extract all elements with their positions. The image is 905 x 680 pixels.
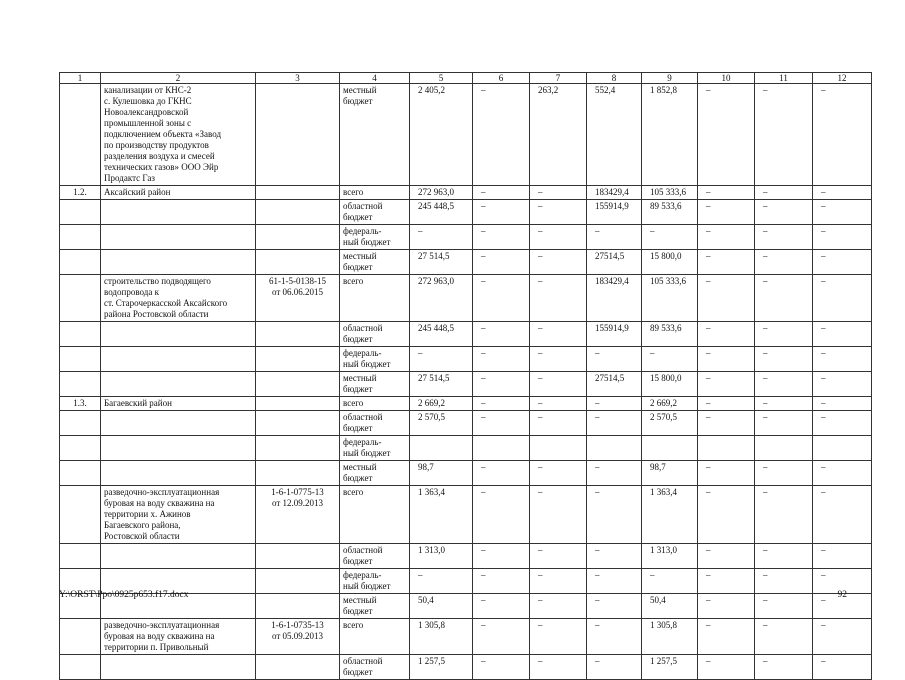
table-cell: – (813, 397, 872, 411)
table-cell (256, 569, 340, 594)
table-cell: – (813, 411, 872, 436)
table-cell: 1 313,0 (642, 544, 698, 569)
table-cell: – (587, 347, 642, 372)
table-cell: 2 405,2 (410, 84, 473, 186)
table-cell (256, 436, 340, 461)
table-cell: – (530, 569, 587, 594)
table-cell: – (755, 186, 813, 200)
table-cell (410, 436, 473, 461)
table-cell: 1 363,4 (642, 486, 698, 544)
table-cell: – (813, 322, 872, 347)
table-cell: – (813, 655, 872, 680)
table-cell (101, 411, 256, 436)
table-cell: – (813, 250, 872, 275)
table-cell: – (813, 347, 872, 372)
table-cell: – (473, 411, 530, 436)
table-cell: местный бюджет (340, 594, 410, 619)
table-cell: – (755, 322, 813, 347)
column-number: 12 (813, 73, 872, 84)
table-cell (101, 200, 256, 225)
table-cell: – (530, 397, 587, 411)
table-cell (101, 225, 256, 250)
table-cell: – (698, 619, 755, 655)
table-cell: областной бюджет (340, 411, 410, 436)
table-cell: федераль- ный бюджет (340, 436, 410, 461)
table-cell: – (755, 84, 813, 186)
table-cell: – (473, 322, 530, 347)
table-row (60, 461, 872, 486)
table-cell: – (755, 372, 813, 397)
table-cell: – (698, 322, 755, 347)
table-cell: – (410, 569, 473, 594)
table-cell (60, 655, 101, 680)
table-cell: – (698, 655, 755, 680)
table-cell: – (587, 461, 642, 486)
table-cell: – (755, 411, 813, 436)
table-cell: строительство подводящего водопровода к ст. Старочеркасской Аксайского района Ростовской области (101, 275, 256, 322)
table-row (60, 225, 872, 250)
column-number: 1 (60, 73, 101, 84)
file-path: Y:\ORST\Ppo\0925p653.f17.docx (59, 590, 189, 600)
table-cell: – (473, 486, 530, 544)
table-cell (642, 436, 698, 461)
table-cell (256, 84, 340, 186)
table-cell: – (755, 250, 813, 275)
table-cell: – (587, 594, 642, 619)
table-cell: – (642, 225, 698, 250)
table-cell: – (473, 594, 530, 619)
table-cell: – (755, 397, 813, 411)
table-cell (60, 275, 101, 322)
table-cell (256, 225, 340, 250)
table-cell: 1 257,5 (410, 655, 473, 680)
table-cell: 2 669,2 (410, 397, 473, 411)
table-cell: областной бюджет (340, 322, 410, 347)
table-cell: 50,4 (410, 594, 473, 619)
table-cell (60, 461, 101, 486)
table-cell (473, 436, 530, 461)
table-cell: – (813, 461, 872, 486)
table-cell: – (755, 225, 813, 250)
table-cell: – (698, 372, 755, 397)
table-cell: – (530, 619, 587, 655)
table-cell: 183429,4 (587, 275, 642, 322)
table-cell (101, 372, 256, 397)
column-number: 9 (642, 73, 698, 84)
table-cell (60, 619, 101, 655)
table-row (60, 486, 872, 544)
table-cell: – (473, 347, 530, 372)
table-cell (587, 436, 642, 461)
table-cell: – (813, 486, 872, 544)
table-cell (530, 436, 587, 461)
table-cell (256, 544, 340, 569)
table-cell: – (755, 347, 813, 372)
column-number: 2 (101, 73, 256, 84)
table-cell: – (813, 275, 872, 322)
table-cell: – (530, 461, 587, 486)
table-cell: 552,4 (587, 84, 642, 186)
table-cell: – (473, 84, 530, 186)
table-cell (698, 436, 755, 461)
table-cell (60, 200, 101, 225)
table-cell: – (755, 200, 813, 225)
table-cell (60, 486, 101, 544)
table-cell: – (698, 347, 755, 372)
table-cell: – (530, 372, 587, 397)
table-cell: 245 448,5 (410, 200, 473, 225)
table-cell: – (530, 544, 587, 569)
table-cell: 1 257,5 (642, 655, 698, 680)
table-cell: – (813, 225, 872, 250)
table-cell: всего (340, 186, 410, 200)
table-cell (256, 397, 340, 411)
table-cell: Аксайский район (101, 186, 256, 200)
table-header-row (60, 73, 872, 84)
table-row (60, 322, 872, 347)
table-cell: – (698, 594, 755, 619)
table-cell: – (755, 486, 813, 544)
table-cell: всего (340, 275, 410, 322)
table-cell: 1-6-1-0775-13 от 12.09.2013 (256, 486, 340, 544)
table-cell (101, 544, 256, 569)
table-cell (101, 461, 256, 486)
table-cell: местный бюджет (340, 461, 410, 486)
table-cell: 61-1-5-0138-15 от 06.06.2015 (256, 275, 340, 322)
table-cell: 183429,4 (587, 186, 642, 200)
table-cell (256, 322, 340, 347)
table-cell: 1 363,4 (410, 486, 473, 544)
table-cell (256, 411, 340, 436)
table-cell (813, 436, 872, 461)
table-cell (60, 322, 101, 347)
table-cell: 263,2 (530, 84, 587, 186)
table-cell (60, 250, 101, 275)
table-cell: 89 533,6 (642, 322, 698, 347)
table-cell: – (530, 655, 587, 680)
table-cell: – (473, 250, 530, 275)
table-cell: – (587, 544, 642, 569)
table-cell: – (755, 655, 813, 680)
table-row (60, 200, 872, 225)
table-cell: – (813, 186, 872, 200)
table-cell: местный бюджет (340, 372, 410, 397)
table-cell: – (642, 347, 698, 372)
table-cell: 2 570,5 (410, 411, 473, 436)
table-cell: 27514,5 (587, 372, 642, 397)
table-cell (60, 225, 101, 250)
table-cell: – (642, 569, 698, 594)
table-cell: 15 800,0 (642, 250, 698, 275)
table-cell: – (587, 411, 642, 436)
table-row (60, 436, 872, 461)
table-cell: – (813, 544, 872, 569)
table-cell: – (473, 655, 530, 680)
table-cell: – (755, 619, 813, 655)
table-cell: – (473, 186, 530, 200)
table-cell: 89 533,6 (642, 200, 698, 225)
table-cell: – (530, 275, 587, 322)
table-cell: Багаевский район (101, 397, 256, 411)
table-cell: 272 963,0 (410, 275, 473, 322)
table-cell: – (813, 84, 872, 186)
table-cell (256, 461, 340, 486)
table-cell: 1-6-1-0735-13 от 05.09.2013 (256, 619, 340, 655)
table-cell: местный бюджет (340, 250, 410, 275)
table-row (60, 186, 872, 200)
table-cell: 105 333,6 (642, 275, 698, 322)
table-row (60, 347, 872, 372)
column-number: 3 (256, 73, 340, 84)
table-cell: – (473, 397, 530, 411)
table-cell: 27 514,5 (410, 250, 473, 275)
table-cell: – (698, 461, 755, 486)
table-cell: – (755, 461, 813, 486)
table-cell: 1.2. (60, 186, 101, 200)
table-cell (256, 186, 340, 200)
table-cell: – (813, 372, 872, 397)
table-row (60, 411, 872, 436)
table-row (60, 544, 872, 569)
column-number: 4 (340, 73, 410, 84)
table-cell (256, 594, 340, 619)
budget-table (59, 72, 872, 680)
table-cell: 27 514,5 (410, 372, 473, 397)
table-cell: – (698, 569, 755, 594)
table-cell: – (410, 347, 473, 372)
column-number: 8 (587, 73, 642, 84)
table-cell: 50,4 (642, 594, 698, 619)
table-cell: – (473, 200, 530, 225)
table-cell: 105 333,6 (642, 186, 698, 200)
table-cell: – (530, 200, 587, 225)
column-number: 6 (473, 73, 530, 84)
table-cell: 98,7 (642, 461, 698, 486)
table-cell: всего (340, 619, 410, 655)
table-cell: 1.3. (60, 397, 101, 411)
table-cell: разведочно-эксплуатационная буровая на воду скважина на территории п. Привольный (101, 619, 256, 655)
table-cell: 2 570,5 (642, 411, 698, 436)
table-cell: – (698, 544, 755, 569)
table-cell (256, 655, 340, 680)
page-number: 92 (837, 590, 847, 600)
table-cell: – (473, 619, 530, 655)
table-cell: – (755, 594, 813, 619)
table-cell: разведочно-эксплуатационная буровая на воду скважина на территории х. Ажинов Багаевского района, Ростовской области (101, 486, 256, 544)
table-cell: – (587, 397, 642, 411)
table-cell: 2 669,2 (642, 397, 698, 411)
table-cell: – (813, 594, 872, 619)
table-cell: – (587, 486, 642, 544)
table-cell (101, 655, 256, 680)
table-row (60, 372, 872, 397)
table-cell: федераль- ный бюджет (340, 225, 410, 250)
table-cell: – (530, 486, 587, 544)
table-cell: – (530, 225, 587, 250)
column-number: 5 (410, 73, 473, 84)
table-cell: областной бюджет (340, 544, 410, 569)
table-cell: 15 800,0 (642, 372, 698, 397)
table-cell: – (473, 569, 530, 594)
table-cell: федераль- ный бюджет (340, 569, 410, 594)
table-row (60, 275, 872, 322)
table-cell (755, 436, 813, 461)
table-cell: – (473, 372, 530, 397)
table-cell (60, 372, 101, 397)
table-cell: – (813, 200, 872, 225)
table-cell: – (698, 486, 755, 544)
table-cell (60, 436, 101, 461)
table-cell: местный бюджет (340, 84, 410, 186)
table-cell: – (755, 275, 813, 322)
table-cell: областной бюджет (340, 200, 410, 225)
table-cell: – (473, 225, 530, 250)
table-cell: – (813, 569, 872, 594)
table-cell: – (698, 411, 755, 436)
table-cell: – (698, 250, 755, 275)
table-cell: областной бюджет (340, 655, 410, 680)
table-cell: – (473, 544, 530, 569)
table-cell: – (698, 84, 755, 186)
table-cell: всего (340, 486, 410, 544)
column-number: 10 (698, 73, 755, 84)
table-cell: 155914,9 (587, 322, 642, 347)
table-cell (60, 347, 101, 372)
table-cell: – (473, 275, 530, 322)
table-cell: – (530, 322, 587, 347)
table-cell: – (587, 619, 642, 655)
column-number: 11 (755, 73, 813, 84)
table-cell: 27514,5 (587, 250, 642, 275)
table-cell (101, 436, 256, 461)
table-cell (101, 322, 256, 347)
table-cell (256, 372, 340, 397)
table-cell: 272 963,0 (410, 186, 473, 200)
table-cell: – (473, 461, 530, 486)
table-cell (256, 347, 340, 372)
table-cell: – (530, 250, 587, 275)
table-cell: всего (340, 397, 410, 411)
table-cell: – (813, 619, 872, 655)
table-cell (256, 200, 340, 225)
table-cell: – (698, 275, 755, 322)
table-cell: – (587, 655, 642, 680)
table-cell (256, 250, 340, 275)
table-cell: – (530, 186, 587, 200)
table-cell: федераль- ный бюджет (340, 347, 410, 372)
table-cell: 155914,9 (587, 200, 642, 225)
table-cell: – (755, 569, 813, 594)
table-row (60, 250, 872, 275)
table-cell (60, 544, 101, 569)
table-cell: – (530, 594, 587, 619)
table-cell: – (587, 225, 642, 250)
table-cell (60, 411, 101, 436)
table-cell: – (698, 186, 755, 200)
table-cell: – (755, 544, 813, 569)
table-cell: – (530, 347, 587, 372)
table-cell: – (530, 411, 587, 436)
table-cell (60, 84, 101, 186)
table-row (60, 84, 872, 186)
table-row (60, 655, 872, 680)
table-cell (101, 347, 256, 372)
table-cell: канализации от КНС-2 с. Кулешовка до ГКНС Новоалександровской промышленной зоны с подключением объекта «Завод по производству продуктов разделения воздуха и смесей технических газов» ООО Эйр Продактс Газ (101, 84, 256, 186)
column-number: 7 (530, 73, 587, 84)
table-cell: 1 313,0 (410, 544, 473, 569)
table-cell: 1 305,8 (642, 619, 698, 655)
table-cell: – (587, 569, 642, 594)
table-cell: 245 448,5 (410, 322, 473, 347)
table-cell: 98,7 (410, 461, 473, 486)
table-cell (101, 250, 256, 275)
table-row (60, 397, 872, 411)
table-cell: 1 305,8 (410, 619, 473, 655)
table-cell: – (698, 225, 755, 250)
table-cell: – (698, 200, 755, 225)
table-cell: – (410, 225, 473, 250)
table-row (60, 619, 872, 655)
table-cell: 1 852,8 (642, 84, 698, 186)
table-cell: – (698, 397, 755, 411)
